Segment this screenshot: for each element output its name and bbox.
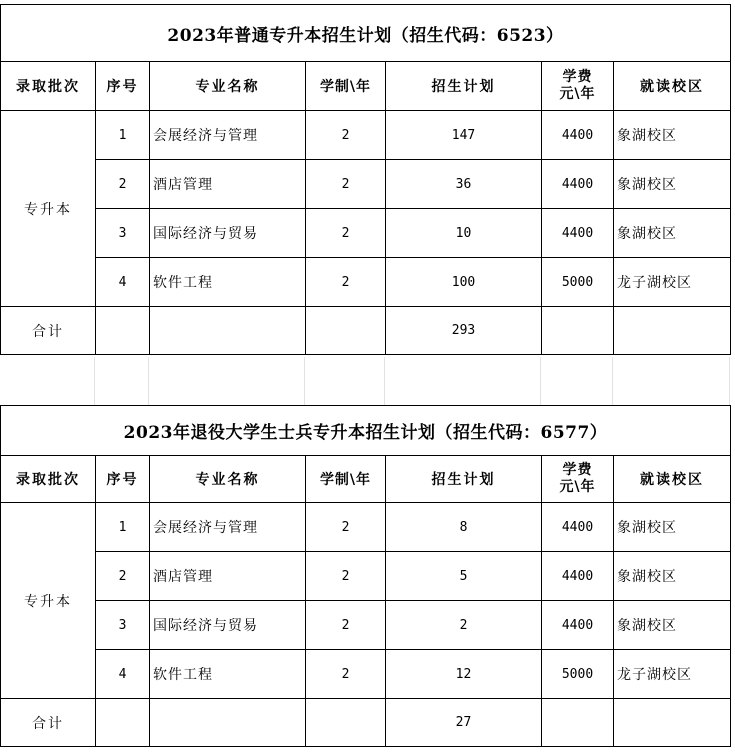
duration-value: 2: [306, 160, 386, 209]
table-row: [1, 160, 731, 209]
duration-value: 2: [306, 601, 386, 650]
empty-cell: [150, 307, 306, 355]
major-name: 国际经济与贸易: [150, 209, 306, 258]
empty-cell: [614, 699, 731, 747]
campus-value: 龙子湖校区: [614, 650, 731, 699]
duration-value: 2: [306, 650, 386, 699]
row-number: 4: [96, 258, 150, 307]
empty-cell: [96, 699, 150, 747]
plan-value: 100: [386, 258, 542, 307]
campus-value: 象湖校区: [614, 209, 731, 258]
row-number: 2: [96, 552, 150, 601]
row-number: 3: [96, 601, 150, 650]
header-row: [1, 62, 731, 111]
row-number: 4: [96, 650, 150, 699]
header-batch: 录取批次: [1, 456, 96, 503]
row-number: 2: [96, 160, 150, 209]
fee-value: 4400: [542, 552, 614, 601]
header-number: 序号: [96, 456, 150, 503]
empty-cell: [542, 307, 614, 355]
major-name: 酒店管理: [150, 160, 306, 209]
spreadsheet-gap: [0, 357, 730, 405]
fee-value: 4400: [542, 111, 614, 160]
header-campus: 就读校区: [614, 456, 731, 503]
duration-value: 2: [306, 209, 386, 258]
empty-cell: [614, 307, 731, 355]
campus-value: 象湖校区: [614, 111, 731, 160]
header-duration: 学制\年: [306, 456, 386, 503]
header-duration: 学制\年: [306, 62, 386, 111]
header-row: [1, 456, 731, 503]
header-major: 专业名称: [150, 62, 306, 111]
table-title: 2023年普通专升本招生计划（招生代码：6523）: [1, 5, 731, 62]
fee-value: 5000: [542, 650, 614, 699]
row-number: 1: [96, 111, 150, 160]
table-title: 2023年退役大学生士兵专升本招生计划（招生代码：6577）: [1, 406, 731, 456]
total-value: 27: [386, 699, 542, 747]
campus-value: 象湖校区: [614, 552, 731, 601]
table-row: [1, 503, 731, 552]
plan-value: 36: [386, 160, 542, 209]
plan-value: 12: [386, 650, 542, 699]
total-label: 合计: [1, 699, 96, 747]
header-plan: 招生计划: [386, 456, 542, 503]
header-batch: 录取批次: [1, 62, 96, 111]
batch-cell: 专升本: [1, 503, 96, 699]
major-name: 会展经济与管理: [150, 111, 306, 160]
fee-value: 4400: [542, 209, 614, 258]
table-row: [1, 601, 731, 650]
duration-value: 2: [306, 258, 386, 307]
header-plan: 招生计划: [386, 62, 542, 111]
total-value: 293: [386, 307, 542, 355]
duration-value: 2: [306, 552, 386, 601]
fee-value: 4400: [542, 503, 614, 552]
empty-cell: [542, 699, 614, 747]
table-2-container: [0, 405, 730, 747]
fee-value: 4400: [542, 601, 614, 650]
major-name: 酒店管理: [150, 552, 306, 601]
empty-cell: [150, 699, 306, 747]
header-major: 专业名称: [150, 456, 306, 503]
header-campus: 就读校区: [614, 62, 731, 111]
empty-cell: [96, 307, 150, 355]
duration-value: 2: [306, 111, 386, 160]
row-number: 3: [96, 209, 150, 258]
row-number: 1: [96, 503, 150, 552]
major-name: 软件工程: [150, 650, 306, 699]
campus-value: 龙子湖校区: [614, 258, 731, 307]
empty-cell: [306, 699, 386, 747]
plan-value: 8: [386, 503, 542, 552]
campus-value: 象湖校区: [614, 601, 731, 650]
total-row: [1, 307, 731, 355]
fee-value: 5000: [542, 258, 614, 307]
campus-value: 象湖校区: [614, 503, 731, 552]
header-fee: 学费元\年: [542, 456, 614, 503]
major-name: 软件工程: [150, 258, 306, 307]
plan-value: 10: [386, 209, 542, 258]
major-name: 国际经济与贸易: [150, 601, 306, 650]
header-fee: 学费元\年: [542, 62, 614, 111]
total-row: [1, 699, 731, 747]
header-number: 序号: [96, 62, 150, 111]
plan-value: 2: [386, 601, 542, 650]
duration-value: 2: [306, 503, 386, 552]
major-name: 会展经济与管理: [150, 503, 306, 552]
total-label: 合计: [1, 307, 96, 355]
table-row: [1, 111, 731, 160]
table-1-container: [0, 4, 730, 355]
table-row: [1, 209, 731, 258]
empty-cell: [306, 307, 386, 355]
enrollment-table-veterans: [0, 405, 731, 747]
batch-cell: 专升本: [1, 111, 96, 307]
table-row: [1, 258, 731, 307]
campus-value: 象湖校区: [614, 160, 731, 209]
plan-value: 5: [386, 552, 542, 601]
table-row: [1, 650, 731, 699]
plan-value: 147: [386, 111, 542, 160]
table-row: [1, 552, 731, 601]
fee-value: 4400: [542, 160, 614, 209]
enrollment-table-general: [0, 4, 731, 355]
